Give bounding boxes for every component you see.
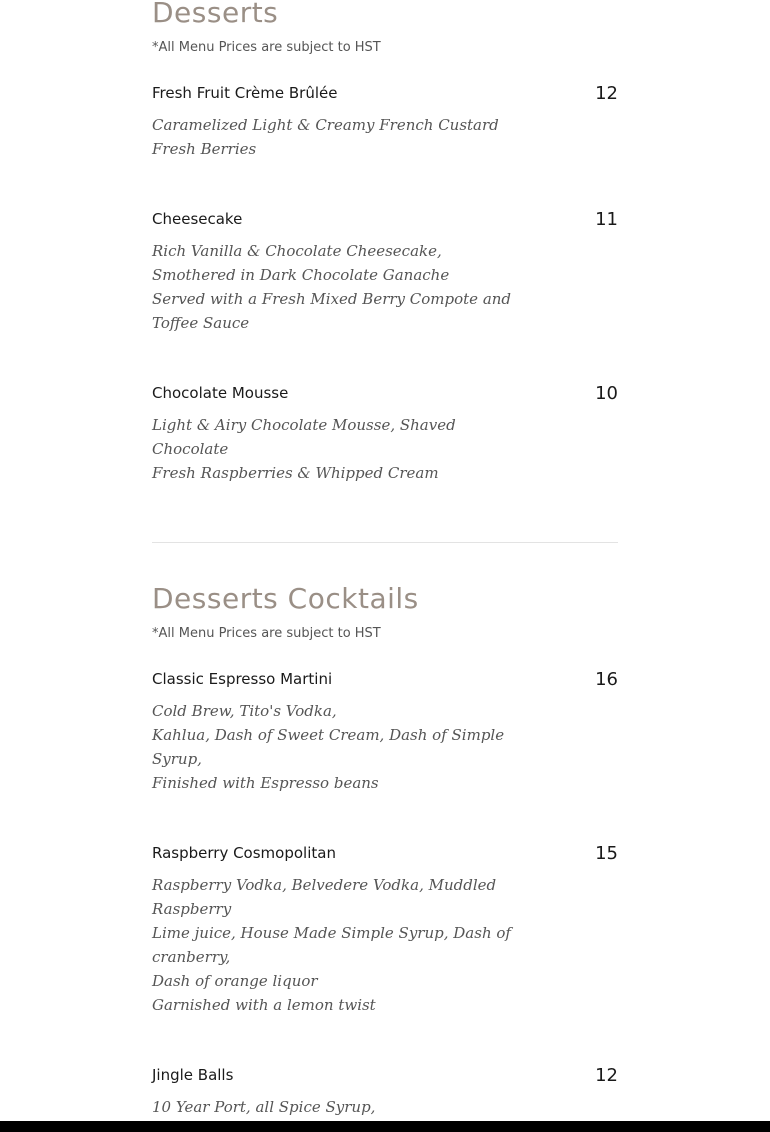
item-description (152, 1095, 492, 1119)
item-name: Classic Espresso Martini (152, 670, 333, 688)
hst-note: *All Menu Prices are subject to HST (152, 40, 381, 55)
section-dessert-cocktails (152, 582, 618, 1116)
description-line: Raspberry Vodka, Belvedere Vodka, Muddled (152, 876, 497, 894)
description-line: cranberry, (152, 948, 231, 966)
item-description (152, 113, 499, 161)
description-line: Served with a Fresh Mixed Berry Compote and (152, 290, 512, 308)
description-line: Garnished with a lemon twist (152, 996, 376, 1014)
item-name: Jingle Balls (152, 1066, 234, 1084)
section-title: Desserts Cocktails (152, 582, 419, 615)
description-line: Finished with Espresso beans (152, 774, 379, 792)
description-line: Fresh Berries (152, 140, 257, 158)
item-description (152, 873, 511, 1017)
section-divider (152, 542, 618, 543)
item-price: 11 (595, 209, 618, 230)
item-name: Fresh Fruit Crème Brûlée (152, 84, 338, 102)
description-line: Lime juice, House Made Simple Syrup, Dash of (152, 924, 511, 942)
description-line: Cold Brew, Tito's Vodka, (152, 702, 337, 720)
description-line: Light & Airy Chocolate Mousse, Shaved (152, 416, 456, 434)
description-line: Toffee Sauce (152, 314, 250, 332)
item-price: 15 (595, 843, 618, 864)
item-price: 10 (595, 383, 618, 404)
item-price: 16 (595, 669, 618, 690)
description-line: Chocolate (152, 440, 229, 458)
item-name: Cheesecake (152, 210, 243, 228)
bottom-edge-bar (0, 1121, 770, 1132)
description-line: Caramelized Light & Creamy French Custard (152, 116, 499, 134)
hst-note: *All Menu Prices are subject to HST (152, 626, 381, 641)
description-line: Fresh Raspberries & Whipped Cream (152, 464, 439, 482)
section-title: Desserts (152, 0, 279, 29)
description-line: Dash of orange liquor (152, 972, 318, 990)
item-description (152, 239, 512, 335)
section-desserts (152, 0, 618, 482)
description-line: Raspberry (152, 900, 232, 918)
item-name: Chocolate Mousse (152, 384, 289, 402)
item-price: 12 (595, 1065, 618, 1086)
item-name: Raspberry Cosmopolitan (152, 844, 336, 862)
item-description (152, 699, 505, 795)
description-line: 10 Year Port, all Spice Syrup, (152, 1098, 376, 1116)
item-price: 12 (595, 83, 618, 104)
description-line: Kahlua, Dash of Sweet Cream, Dash of Simple (152, 726, 505, 744)
description-line: Smothered in Dark Chocolate Ganache (152, 266, 450, 284)
item-description (152, 413, 492, 485)
description-line: Rich Vanilla & Chocolate Cheesecake, (152, 242, 442, 260)
description-line: Syrup, (152, 750, 202, 768)
